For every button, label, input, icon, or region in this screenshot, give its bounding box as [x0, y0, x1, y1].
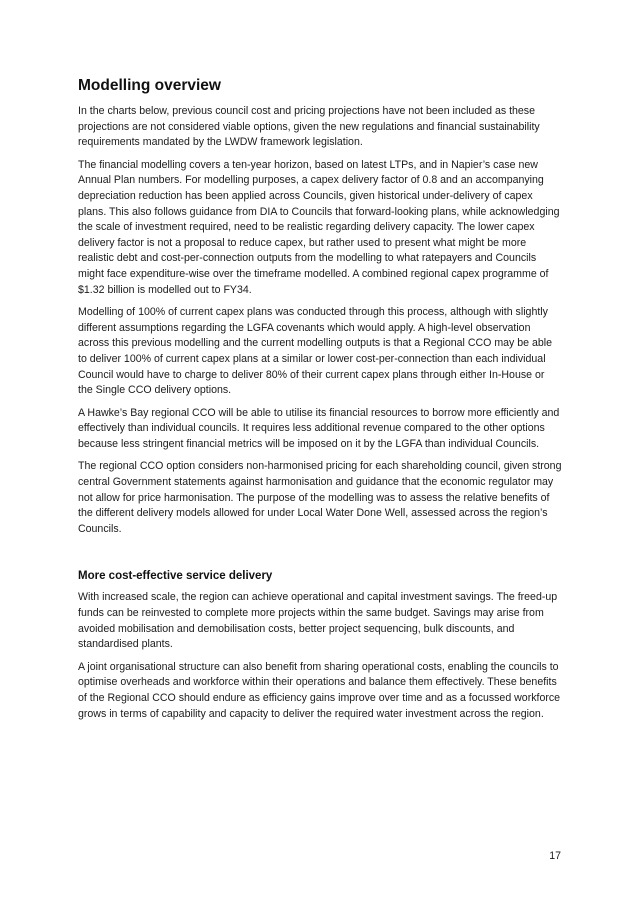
section-heading: Modelling overview	[78, 77, 221, 94]
section-modelling-overview	[78, 76, 562, 537]
paragraph: Modelling of 100% of current capex plans was conducted through this process, although with slightly different assumptions regarding the LGFA covenants which would apply. A high-level observation across this previous modelling and the current modelling outputs is that a Regional CCO may be able to deliver 100% of current capex plans at a similar or lower cost-per-connection than each individual Council would have to charge to deliver 80% of their current capex plans through either In-House or the Single CCO delivery options.	[78, 306, 553, 397]
paragraph: With increased scale, the region can achieve operational and capital investment savings. The freed-up funds can be reinvested to complete more projects within the same budget. Savings may arise from avoided mobilisation and demobilisation costs, better project sequencing, bulk discounts, and standardised plants.	[78, 591, 558, 651]
page-number: 17	[549, 850, 561, 862]
paragraph: The financial modelling covers a ten-year horizon, based on latest LTPs, and in Napier’s case new Annual Plan numbers. For modelling purposes, a capex delivery factor of 0.8 and an accompanying depreciation reduction has been applied across Councils, given historical under-delivery of capex plans. This also follows guidance from DIA to Councils that forward-looking plans, while acknowledging the scale of investment required, need to be realistic regarding delivery capacity. The lower capex delivery factor is not a proposal to reduce capex, but rather used to present what might be more realistic debt and cost-per-connection outputs from the modelling to what ratepayers and Councils might face expenditure-wise over the timeframe modelled. A combined regional capex programme of $1.32 billion is modelled out to FY34.	[78, 158, 560, 296]
page-content	[78, 76, 562, 729]
section-subheading: More cost-effective service delivery	[78, 570, 273, 583]
paragraph: The regional CCO option considers non-harmonised pricing for each shareholding council, given strong central Government statements against harmonisation and guidance that the economic regulator may not allow for price harmonisation. The purpose of the modelling was to assess the relative benefits of the different delivery models allowed for under Local Water Done Well, assessed across the region’s Councils.	[78, 460, 562, 535]
section-cost-effective-delivery	[78, 568, 562, 722]
paragraph: A joint organisational structure can also benefit from sharing operational costs, enabling the councils to optimise overheads and workforce within their operations and balance them effectively. These benefits of the Regional CCO should endure as efficiency gains improve over time and as a focussed workforce grows in terms of capability and capacity to deliver the required water investment across the region.	[78, 660, 561, 720]
paragraph: A Hawke’s Bay regional CCO will be able to utilise its financial resources to borrow more efficiently and effectively than individual councils. It requires less additional revenue compared to the other options because less stringent financial metrics will be imposed on it by the LGFA than individual Councils.	[78, 406, 560, 450]
paragraph: In the charts below, previous council cost and pricing projections have not been included as these projections are not considered viable options, given the new regulations and financial sustainability requirements mandated by the LWDW framework legislation.	[78, 105, 540, 149]
